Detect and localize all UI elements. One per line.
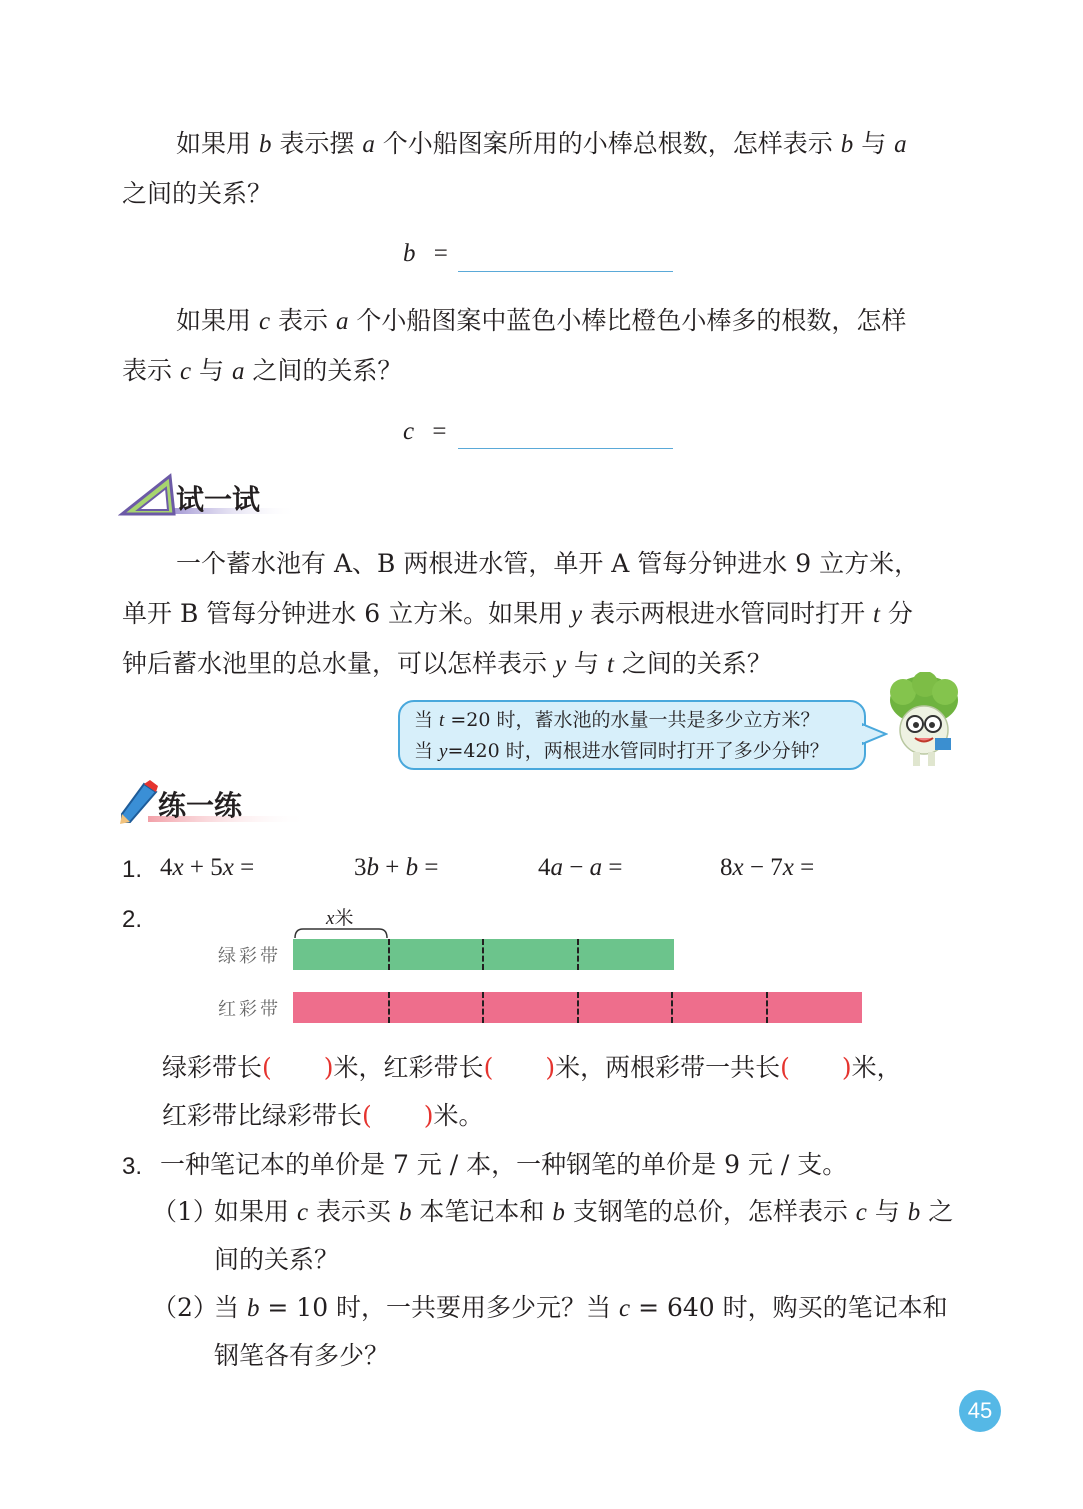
cabbage-mascot-icon (885, 672, 963, 772)
unit-label-var: x (326, 908, 335, 929)
answer-bracket: ( (362, 1101, 372, 1130)
text-segment: 如果用 (214, 1197, 297, 1226)
answer-bracket: ( (262, 1053, 272, 1082)
try-line1: 一个蓄水池有 A、B 两根进水管，单开 A 管每分钟进水 9 立方米， (176, 549, 920, 578)
item3-sub1-line2: 间的关系？ (214, 1245, 340, 1274)
math-variable: a (362, 131, 375, 158)
math-variable: a (550, 854, 563, 881)
math-variable: y (554, 651, 567, 678)
answer-bracket: ) (545, 1053, 556, 1082)
item2-text-line1 (162, 1044, 902, 1092)
math-variable: x (222, 854, 234, 881)
item3-sub2-line1 (214, 1284, 948, 1333)
text-segment: 当 (414, 740, 440, 762)
item2-text-line2 (162, 1092, 484, 1140)
text-segment: 单开 B 管每分钟进水 6 立方米。如果用 (122, 599, 572, 628)
text-segment: 如果用 (176, 129, 259, 158)
math-variable: c (855, 1199, 867, 1226)
text-segment: 4 (160, 854, 173, 881)
item3-sub1-number: （1） (152, 1197, 218, 1226)
text-segment: 米， (851, 1053, 902, 1082)
text-segment: 红彩带比绿彩带长 (162, 1101, 363, 1130)
item1-expr-3 (538, 854, 622, 882)
text-segment: 本笔记本和 (411, 1197, 553, 1226)
text-segment: 表示摆 (271, 129, 363, 158)
text-segment: 之间的关系？ (244, 356, 403, 385)
try-line2 (122, 590, 913, 639)
math-variable: t (606, 651, 614, 678)
math-variable: b (405, 854, 419, 881)
math-variable: c (179, 358, 192, 385)
text-segment: 个小船图案中蓝色小棒比橙色小棒多的根数，怎样 (348, 306, 907, 335)
segment-divider (482, 939, 484, 970)
text-segment: 支钢笔的总价，怎样表示 (564, 1197, 856, 1226)
math-variable: a (894, 131, 907, 158)
page-number: 45 (959, 1390, 1001, 1432)
text-segment: 钟后蓄水池里的总水量，可以怎样表示 (122, 649, 555, 678)
text-segment: + (379, 854, 406, 881)
bubble-line1 (414, 705, 864, 736)
item3-sub2-number: （2） (152, 1293, 218, 1322)
unit-label-text: 米 (334, 907, 354, 929)
math-variable: b (246, 1295, 260, 1322)
math-variable: t (873, 601, 880, 628)
text-segment: 米。 (433, 1101, 484, 1130)
text-segment: + 5 (183, 854, 223, 881)
text-segment: 当 (414, 709, 440, 731)
math-variable: c (258, 308, 271, 335)
math-variable: x (782, 854, 794, 881)
item3-sub2-line2: 钢笔各有多少？ (214, 1341, 390, 1370)
try-section-title: 试一试 (176, 483, 261, 516)
segment-divider (388, 992, 390, 1023)
bubble-line2 (414, 736, 864, 767)
text-segment: = (602, 854, 623, 881)
segment-divider (577, 939, 579, 970)
item3-sub1-line1 (214, 1188, 953, 1237)
segment-divider (388, 939, 390, 970)
math-variable: b (552, 1199, 565, 1226)
q2-equation (403, 418, 446, 446)
practice-section-title: 练一练 (158, 789, 243, 822)
q1-answer-blank[interactable] (458, 271, 673, 272)
try-line3 (122, 640, 772, 689)
text-segment: 表示 (270, 306, 336, 335)
q2-var: c (403, 418, 415, 445)
text-segment: 3 (354, 854, 367, 881)
math-variable: y (571, 601, 583, 628)
q1-line2: 之间的关系？ (122, 179, 273, 208)
math-variable: c (619, 1295, 631, 1322)
answer-bracket: ) (423, 1101, 434, 1130)
math-variable: y (439, 741, 448, 762)
text-segment: 绿彩带长 (162, 1053, 263, 1082)
math-variable: a (231, 358, 245, 385)
q2-line1 (176, 297, 906, 346)
red-ribbon-label: 红彩带 (218, 999, 281, 1020)
text-segment: 之间的关系？ (613, 649, 772, 678)
q1-line1 (176, 120, 907, 169)
text-segment: 个小船图案所用的小棒总根数，怎样表示 (374, 129, 841, 158)
math-variable: c (296, 1199, 309, 1226)
text-segment: = 640 时，购买的笔记本和 (630, 1293, 948, 1322)
text-segment: =420 时，两根进水管同时打开了多少分钟？ (447, 740, 829, 762)
math-variable: b (258, 131, 272, 158)
text-segment: = 10 时，一共要用多少元？当 (259, 1293, 620, 1322)
answer-bracket: ( (483, 1053, 494, 1082)
math-variable: b (366, 854, 379, 881)
text-segment: 米，红彩带长 (333, 1053, 484, 1082)
text-segment: 与 (191, 356, 232, 385)
item1-expr-2 (354, 854, 438, 882)
item1-number: 1. (122, 856, 143, 883)
text-segment: 当 (214, 1293, 247, 1322)
green-ribbon-bar (293, 939, 674, 970)
item1-expr-4 (720, 854, 814, 882)
q1-var: b (403, 240, 416, 267)
math-variable: b (840, 131, 854, 158)
math-variable: x (732, 854, 744, 881)
text-segment: = (233, 854, 255, 881)
ribbon-brace (293, 925, 389, 939)
text-segment: 与 (566, 649, 607, 678)
text-segment: 4 (538, 854, 551, 881)
math-variable: a (589, 854, 603, 881)
answer-bracket: ( (780, 1053, 790, 1082)
hint-speech-bubble (398, 700, 866, 770)
segment-divider (671, 992, 673, 1023)
item1-expr-1 (160, 854, 254, 882)
text-segment: 与 (866, 1197, 908, 1226)
text-segment: − 7 (743, 854, 783, 881)
text-segment: =20 时，蓄水池的水量一共是多少立方米？ (444, 709, 820, 731)
q1-equation (403, 240, 448, 268)
text-segment: 如果用 (176, 306, 259, 335)
text-segment: 表示 (122, 356, 180, 385)
text-segment: − (563, 854, 590, 881)
q1-eq-sign: = (433, 240, 448, 267)
text-segment: = (418, 854, 439, 881)
segment-divider (766, 992, 768, 1023)
q2-line2 (122, 347, 402, 396)
math-variable: x (172, 854, 184, 881)
text-segment: 与 (853, 129, 895, 158)
math-variable: t (439, 710, 445, 731)
math-variable: b (398, 1199, 412, 1226)
answer-bracket: ) (841, 1053, 852, 1082)
q2-eq-sign: = (432, 418, 447, 445)
text-segment: 8 (720, 854, 733, 881)
text-segment: 米，两根彩带一共长 (555, 1053, 781, 1082)
q2-answer-blank[interactable] (458, 448, 673, 449)
item3-line: 一种笔记本的单价是 7 元 / 本，一种钢笔的单价是 9 元 / 支。 (160, 1150, 848, 1179)
text-segment: 表示两根进水管同时打开 (582, 599, 874, 628)
red-ribbon-bar (293, 992, 862, 1023)
text-segment: = (793, 854, 815, 881)
item2-number: 2. (122, 906, 143, 933)
green-ribbon-label: 绿彩带 (218, 946, 281, 967)
text-segment: 表示买 (308, 1197, 399, 1226)
answer-bracket: ) (323, 1053, 334, 1082)
math-variable: a (335, 308, 349, 335)
text-segment: 之 (920, 1197, 954, 1226)
item3-number: 3. (122, 1153, 143, 1180)
segment-divider (482, 992, 484, 1023)
math-variable: b (907, 1199, 921, 1226)
segment-divider (577, 992, 579, 1023)
text-segment: 分 (879, 599, 913, 628)
